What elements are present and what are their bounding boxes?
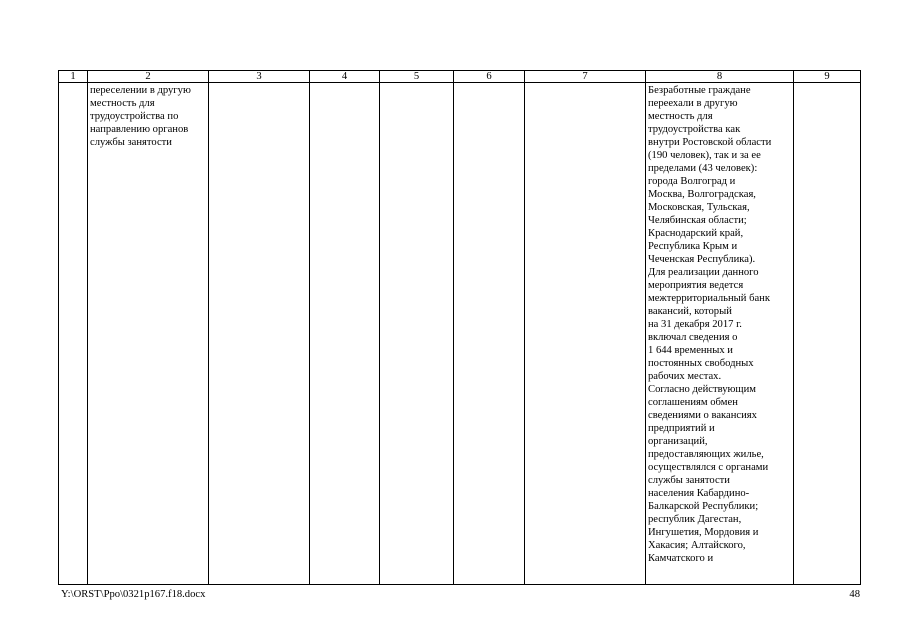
cell-col-8	[646, 83, 794, 585]
footer-page-number: 48	[849, 589, 860, 600]
cell-text-col-8: Безработные граждане переехали в другую местность для трудоустройства как внутри Ростовской области (190 человек), так и за ее пределами (43 человек): города Волгоград и Москва, Волгоградская, Московская, Тульская, Челябинская области; Краснодарский край, Республика Крым и Чеченская Республика). Для реализации данного мероприятия ведется межтерриториальный банк вакансий, который на 31 декабря 2017 г. включал сведения о 1 644 временных и постоянных свободных рабочих местах. Согласно действующим соглашениям обмен сведениями о вакансиях предприятий и организаций, предоставляющих жилье, осуществлялся с органами службы занятости населения Кабардино- Балкарской Республики; республик Дагестан, Ингушетия, Мордовия и Хакасия; Алтайского, Камчатского и	[648, 85, 772, 564]
header-col-2: 2	[88, 71, 209, 83]
table-header-row	[59, 71, 861, 83]
header-col-8: 8	[646, 71, 794, 83]
header-col-5: 5	[380, 71, 454, 83]
header-col-3: 3	[209, 71, 310, 83]
header-col-4: 4	[310, 71, 380, 83]
header-col-6: 6	[454, 71, 525, 83]
header-col-1: 1	[59, 71, 88, 83]
data-table	[58, 70, 861, 585]
header-col-9: 9	[794, 71, 861, 83]
header-col-7: 7	[525, 71, 646, 83]
footer-file-path: Y:\ORST\Ppo\0321p167.f18.docx	[61, 589, 206, 600]
cell-col-5	[380, 83, 454, 585]
cell-col-1	[59, 83, 88, 585]
cell-col-4	[310, 83, 380, 585]
cell-col-9	[794, 83, 861, 585]
cell-col-7	[525, 83, 646, 585]
cell-text-col-2: переселении в другую местность для трудоустройства по направлению органов службы занятости	[90, 85, 191, 148]
cell-col-6	[454, 83, 525, 585]
table-row	[59, 83, 861, 585]
cell-col-3	[209, 83, 310, 585]
cell-col-2	[88, 83, 209, 585]
